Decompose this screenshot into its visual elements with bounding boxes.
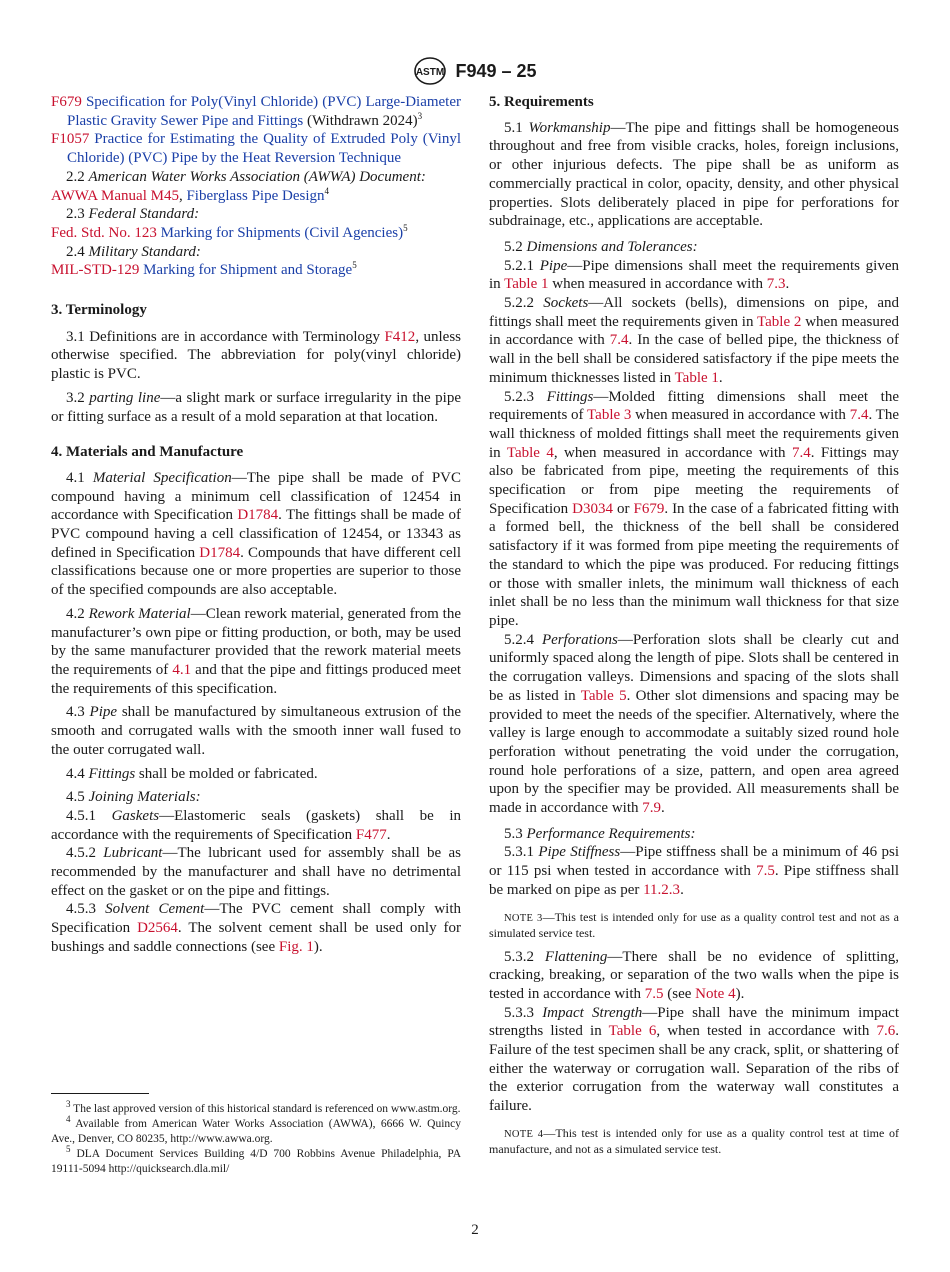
link-table-6[interactable]: Table 6 (608, 1023, 657, 1040)
section-4-5-3: 4.5.3 Solvent Cement—The PVC cement shall comply with Specification D2564. The solvent cement shall be used only for bushings and saddle connections (see Fig. 1). (51, 901, 461, 955)
link-d1784-a[interactable]: D1784 (237, 507, 279, 524)
section-5-2-2: 5.2.2 Sockets—All sockets (bells), dimensions on pipe, and fittings shall meet the requirements given in Table 2 when measured in accordance with 7.4. In the case of belled pipe, the thickness of wall in the bell shall be considered satisfactory if the pipe meets the minimum thicknesses listed in Table 1. (489, 295, 900, 386)
link-7-4c[interactable]: 7.4 (791, 444, 811, 461)
section-5-2-4: 5.2.4 Perforations—Perforation slots shall be clearly cut and uniformly spaced along the length of pipe. Slots shall be centered in the corrugation valleys. Dimensions and spacing of the slots shall be as listed in Table 5. Other slot dimensions and spacing may be provided to meet the needs of the specifier. Alternatively, where the valley is large enough to accommodate a suitably sized round hole perforation without penetrating the void under the corrugation, round hole perforations of a size, pattern, and open area agreed upon by the specifier may be provided. All measurements shall be made in accordance with 7.9. (489, 631, 899, 817)
link-f679[interactable]: F679 (633, 500, 665, 517)
link-7-6[interactable]: 7.6 (876, 1023, 896, 1040)
ref-f1057-title-link[interactable]: Practice for Estimating the Quality of Extruded Poly (Vinyl Chloride) (PVC) Pipe by the Heat Reversion Technique (67, 131, 461, 167)
link-table-5[interactable]: Table 5 (580, 687, 627, 704)
svg-text:ASTM: ASTM (416, 67, 445, 78)
link-table-2[interactable]: Table 2 (757, 313, 802, 330)
footnote-3-mark: 3 (417, 110, 423, 121)
section-4-5-1: 4.5.1 Gaskets—Elastomeric seals (gaskets) shall be in accordance with the requirements of Specification F477. (51, 807, 462, 843)
ref-f679-link[interactable]: F679 (51, 94, 82, 110)
ref-mil-std: MIL-STD-129 Marking for Shipment and Storage$^5$ (51, 260, 357, 279)
section-5-2: 5.2 Dimensions and Tolerances: (504, 238, 698, 255)
footnote-5: $^5$ DLA Document Services Building 4/D 700 Robbins Avenue Philadelphia, PA 19111-5094 http://quicksearch.dla.mil/ (51, 1144, 462, 1175)
link-7-5b[interactable]: 7.5 (644, 985, 664, 1002)
section-4-2: 4.2 Rework Material—Clean rework material, generated from the manufacturer’s own pipe or fitting production, or both, may be used by the same manufacturer provided that the rework material meets the requirements of 4.1 and that the pipe and fittings produced meet the requirements of this specification. (51, 605, 462, 697)
right-column (489, 93, 899, 1157)
ref-f679: F679 Specification for Poly(Vinyl Chloride) (PVC) Large-Diameter Plastic Gravity Sewer Pipe and Fittings (Withdrawn 2024)$^3$ (51, 94, 462, 129)
link-d2564[interactable]: D2564 (137, 920, 178, 937)
section-3-2: 3.2 parting line—a slight mark or surface irregularity in the pipe or fitting surface as a result of a mold separation at that location. (51, 389, 461, 425)
section-4-3: 4.3 Pipe shall be manufactured by simultaneous extrusion of the smooth and corrugated walls with the smooth inner wall fused to the outer corrugated wall. (51, 704, 462, 758)
section-5-1: 5.1 Workmanship—The pipe and fittings shall be homogeneous throughout and free from visible cracks, holes, foreign inclusions, or other injurious defects. The pipe shall be as uniform as commercially practical in color, opacity, density, and other physical properties. Slots deliberately placed in pipe for perforations for subdrainage, etc., applications are acceptable. (489, 119, 899, 230)
ref-f1057 (51, 130, 461, 167)
page-header (0, 56, 950, 86)
section-5-2-3: 5.2.3 Fittings—Molded fitting dimensions shall meet the requirements of Table 3 when measured in accordance with 7.4. The wall thickness of molded fittings shall meet the requirements given in Table 4, when measured in accordance with 7.4. Fittings may also be fabricated from pipe, meeting the requirements of this specification or from pipe meeting the requirements of Specification D3034 or F679. In the case of a fabricated fitting with a formed bell, the thickness of the bell shall be considered satisfactory if it was formed from pipe meeting the requirements of the standard to which the pipe was produced. For reducing fittings or those with smaller inlets, the minimum wall thickness of each inlet shall be no less than the minimum wall thickness for that size pipe. (489, 388, 900, 629)
left-column (51, 93, 461, 957)
link-7-3[interactable]: 7.3 (766, 276, 786, 293)
ref-f679-title-link[interactable]: Specification for Poly(Vinyl Chloride) (PVC) Large-Diameter Plastic Gravity Sewer Pipe and Fittings (67, 94, 462, 129)
section-5-3: 5.3 Performance Requirements: (504, 825, 696, 842)
link-f477[interactable]: F477 (355, 826, 387, 843)
page-number: 2 (471, 1222, 479, 1238)
ref-fed-link[interactable]: Fed. Std. No. 123 (51, 224, 157, 241)
section-4-5: 4.5 Joining Materials: (66, 789, 201, 806)
astm-logo-icon (413, 56, 447, 86)
link-table-1[interactable]: Table 1 (504, 276, 549, 293)
section-4-4: 4.4 Fittings shall be molded or fabricated. (66, 765, 318, 782)
ref-fed-title-link[interactable]: Marking for Shipments (Civil Agencies) (160, 224, 404, 241)
link-7-4b[interactable]: 7.4 (849, 407, 869, 424)
section-2-4: 2.4 Military Standard: (66, 243, 201, 260)
footnote-3: $^3$ The last approved version of this historical standard is referenced on www.astm.org. (66, 1099, 461, 1115)
ref-awwa-link[interactable]: AWWA Manual M45 (51, 187, 179, 204)
ref-awwa: AWWA Manual M45, Fiberglass Pipe Design$^4$ (51, 185, 330, 204)
ref-mil-link[interactable]: MIL-STD-129 (51, 262, 140, 279)
section-5-3-2: 5.3.2 Flattening—There shall be no evidence of splitting, cracking, breaking, or separation of the two walls when the pipe is tested in accordance with 7.5 (see Note 4). (489, 948, 899, 1002)
section-3-1: 3.1 Definitions are in accordance with Terminology F412, unless otherwise specified. The abbreviation for poly(vinyl chloride) plastic is PVC. (51, 328, 462, 383)
footnote-4: $^4$ Available from American Water Works Association (AWWA), 6666 W. Quincy Ave., Denver, CO 80235, http://www.awwa.org. (51, 1114, 461, 1145)
section-5-3-1: 5.3.1 Pipe Stiffness—Pipe stiffness shall be a minimum of 46 psi or 115 psi when tested in accordance with 7.5. Pipe stiffness shall be marked on pipe as per 11.2.3. (489, 844, 900, 898)
ref-mil-title-link[interactable]: Marking for Shipment and Storage (143, 262, 353, 279)
link-11-2-3[interactable]: 11.2.3 (643, 881, 681, 898)
link-fig-1[interactable]: Fig. 1 (278, 938, 314, 955)
ref-awwa-title-link[interactable]: Fiberglass Pipe Design (186, 187, 325, 204)
section-2-2: 2.2 American Water Works Association (AWWA) Document: (66, 168, 426, 185)
link-d1784-b[interactable]: D1784 (199, 544, 241, 561)
footnote-rule (51, 1093, 149, 1094)
link-7-9[interactable]: 7.9 (642, 800, 662, 817)
section-4-1: 4.1 Material Specification—The pipe shall be made of PVC compound having a minimum cell classification of 12454 in accordance with Specification D1784. The fittings shall be made of PVC compound having a cell classification of 12454, or 13343 as defined in Specification D1784. Compounds that have different cell classifications because one or more properties are superior to those of the specified compounds are also acceptable. (51, 469, 462, 599)
section-5-3-3: 5.3.3 Impact Strength—Pipe shall have the minimum impact strengths listed in Table 6, when tested in accordance with 7.6. Failure of the test specimen shall be any crack, split, or shattering of either the waterway or corrugation wall. Separation of the ribs of the exterior corrugation from the waterway wall constitutes a failure. (489, 1004, 900, 1115)
section-2-3: 2.3 Federal Standard: (66, 206, 200, 223)
section-3-heading: 3. Terminology (51, 302, 147, 319)
section-4-5-2: 4.5.2 Lubricant—The lubricant used for assembly shall be as recommended by the manufacturer and shall have no detrimental effect on the gasket or on the pipe and fittings. (51, 845, 461, 899)
link-table-4[interactable]: Table 4 (506, 444, 554, 461)
ref-fed-std: Fed. Std. No. 123 Marking for Shipments (Civil Agencies)$^5$ (51, 222, 408, 241)
section-4-heading: 4. Materials and Manufacture (51, 444, 244, 461)
link-table-1b[interactable]: Table 1 (674, 369, 719, 386)
link-note-4[interactable]: Note 4 (695, 985, 736, 1002)
link-4-1[interactable]: 4.1 (172, 661, 192, 678)
ref-f1057-link[interactable]: F1057 (51, 131, 90, 148)
document-designation: F949 – 25 (455, 60, 537, 81)
note-4: NOTE 4—This test is intended only for use as a quality control test at time of manufacture, and not as a simulated service test. (489, 1125, 900, 1156)
footnotes (51, 1099, 462, 1177)
section-5-heading: 5. Requirements (489, 94, 594, 110)
link-7-4[interactable]: 7.4 (609, 332, 629, 349)
link-table-3[interactable]: Table 3 (587, 407, 632, 424)
link-f412[interactable]: F412 (384, 328, 416, 345)
section-5-2-1: 5.2.1 Pipe—Pipe dimensions shall meet the requirements given in Table 1 when measured in accordance with 7.3. (489, 257, 900, 293)
link-d3034[interactable]: D3034 (572, 500, 613, 517)
note-3: NOTE 3—This test is intended only for use as a quality control test and not as a simulated service test. (489, 909, 900, 940)
link-7-5[interactable]: 7.5 (756, 863, 775, 880)
